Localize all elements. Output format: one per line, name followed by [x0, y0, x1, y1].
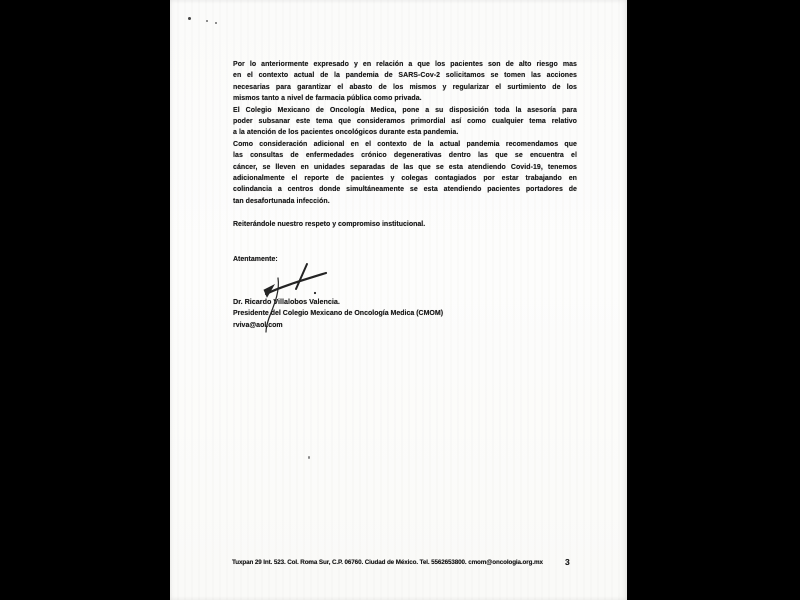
letter-line: necesarias para garantizar el abasto de los mismos y regularizar el surtimiento de los [233, 83, 577, 91]
letter-line: cáncer, se lleven en unidades separadas de las que se esta atendiendo Covid-19, tenemos [233, 163, 577, 171]
letter-line: mismos tanto a nivel de farmacia pública como privada. [233, 95, 422, 103]
scan-speck [206, 20, 208, 22]
signer-block [233, 296, 533, 332]
letter-paragraph [233, 105, 577, 139]
letter-line: Por lo anteriormente expresado y en relación a que los pacientes son de alto riesgo mas [233, 61, 577, 68]
signer-name: Dr. Ricardo Villalobos Valencia. [233, 297, 340, 306]
signer-email: rviva@aol.com [233, 322, 283, 329]
scan-speck [215, 22, 217, 24]
closing-sentence: Reiterándole nuestro respeto y compromiso institucional. [233, 221, 426, 228]
letter-line: colindancia a centros donde simultáneamente se esta atendiendo pacientes portadores de [233, 186, 577, 194]
letter-line: las consultas de enfermedades crónico degenerativas dentro las que se encuentra el [233, 152, 577, 160]
letter-line: adicionalmente el reporte de pacientes y colegas contagiados por estar trabajando en [233, 175, 577, 183]
salutation: Atentamente: [233, 256, 278, 263]
scan-speck [308, 456, 310, 459]
letter-line: poder subsanar este tema que consideramos primordial así como cualquier tema relativo [233, 118, 577, 126]
footer-address: Tuxpan 29 Int. 523. Col. Roma Sur, C.P. 06760. Ciudad de México. Tel. 5562653800. cmom@oncologia.org.mx [232, 559, 543, 566]
letter-line: a la atención de los pacientes oncológicos durante esta pandemia. [233, 129, 459, 137]
letter-line: en el contexto actual de la pandemia de SARS-Cov-2 solicitamos se tomen las acciones [233, 72, 577, 80]
letter-paragraph [233, 139, 577, 207]
letter-line: tan desafortunada infección. [233, 197, 330, 205]
scan-speck [188, 17, 191, 20]
letter-line: El Colegio Mexicano de Oncología Medica, pone a su disposición toda la asesoría para [233, 106, 577, 114]
letter-paragraph [233, 59, 577, 105]
page-number: 3 [565, 557, 570, 567]
document-page [170, 0, 627, 600]
letter-body [233, 59, 577, 207]
letter-line: Como consideración adicional en el contexto de la actual pandemia recomendamos que [233, 140, 577, 148]
signer-title: Presidente del Colegio Mexicano de Oncología Medica (CMOM) [233, 310, 444, 317]
